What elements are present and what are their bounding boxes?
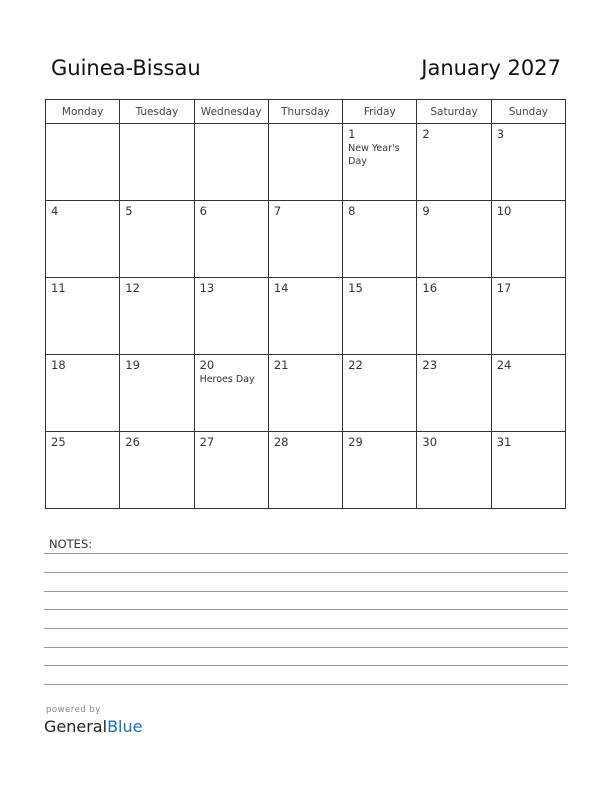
day-number: 13 bbox=[199, 281, 215, 295]
note-line bbox=[44, 665, 568, 666]
day-number: 16 bbox=[422, 281, 438, 295]
day-cell bbox=[417, 432, 491, 509]
day-cell bbox=[194, 432, 268, 509]
day-number: 21 bbox=[273, 358, 289, 372]
day-cell bbox=[194, 355, 268, 432]
note-line bbox=[44, 572, 568, 573]
day-number: 8 bbox=[348, 204, 356, 218]
day-number: 28 bbox=[273, 435, 289, 449]
country-title: Guinea-Bissau bbox=[51, 56, 201, 80]
day-number: 2 bbox=[422, 127, 430, 141]
day-cell bbox=[46, 432, 120, 509]
day-number: 24 bbox=[496, 358, 512, 372]
day-number: 23 bbox=[422, 358, 438, 372]
day-number: 1 bbox=[348, 127, 356, 141]
note-line bbox=[44, 684, 568, 685]
day-number: 30 bbox=[422, 435, 438, 449]
powered-by-text: powered by bbox=[46, 705, 101, 715]
day-number: 27 bbox=[199, 435, 215, 449]
day-cell bbox=[417, 124, 491, 201]
day-cell bbox=[46, 355, 120, 432]
day-number: 11 bbox=[51, 281, 66, 295]
week-row bbox=[46, 201, 566, 278]
day-number: 29 bbox=[348, 435, 363, 449]
weekday-wednesday: Wednesday bbox=[194, 100, 268, 124]
day-number: 4 bbox=[51, 204, 59, 218]
day-cell bbox=[120, 201, 194, 278]
day-cell bbox=[491, 355, 565, 432]
weekday-header-row bbox=[46, 100, 566, 124]
day-cell bbox=[268, 201, 342, 278]
day-number: 6 bbox=[199, 204, 207, 218]
week-row bbox=[46, 355, 566, 432]
day-cell bbox=[268, 124, 342, 201]
day-number: 5 bbox=[125, 204, 133, 218]
week-row bbox=[46, 278, 566, 355]
day-cell bbox=[194, 124, 268, 201]
day-cell bbox=[491, 124, 565, 201]
weekday-friday: Friday bbox=[343, 100, 417, 124]
weekday-tuesday: Tuesday bbox=[120, 100, 194, 124]
day-cell bbox=[491, 278, 565, 355]
weekday-saturday: Saturday bbox=[417, 100, 491, 124]
day-cell bbox=[194, 201, 268, 278]
day-cell bbox=[417, 278, 491, 355]
day-cell bbox=[268, 432, 342, 509]
note-line bbox=[44, 628, 568, 629]
day-number: 15 bbox=[348, 281, 363, 295]
brand-blue: Blue bbox=[107, 717, 143, 736]
note-line bbox=[44, 647, 568, 648]
note-line bbox=[44, 609, 568, 610]
weekday-sunday: Sunday bbox=[491, 100, 565, 124]
day-number: 26 bbox=[125, 435, 140, 449]
day-cell bbox=[120, 124, 194, 201]
day-number: 14 bbox=[273, 281, 289, 295]
month-year-title: January 2027 bbox=[421, 56, 561, 80]
note-line bbox=[44, 553, 568, 554]
day-cell bbox=[417, 201, 491, 278]
week-row bbox=[46, 124, 566, 201]
holiday-label: New Year's Day bbox=[348, 143, 400, 167]
day-cell bbox=[343, 124, 417, 201]
day-number: 31 bbox=[496, 435, 512, 449]
day-cell bbox=[120, 432, 194, 509]
day-cell bbox=[343, 432, 417, 509]
day-cell bbox=[491, 432, 565, 509]
day-number: 25 bbox=[51, 435, 66, 449]
day-cell bbox=[46, 201, 120, 278]
day-cell bbox=[343, 278, 417, 355]
weekday-monday: Monday bbox=[46, 100, 120, 124]
day-number: 12 bbox=[125, 281, 140, 295]
day-cell bbox=[120, 278, 194, 355]
brand-logo bbox=[44, 717, 142, 736]
day-cell bbox=[491, 201, 565, 278]
day-number: 10 bbox=[496, 204, 512, 218]
day-number: 9 bbox=[422, 204, 430, 218]
week-row bbox=[46, 432, 566, 509]
day-cell bbox=[46, 278, 120, 355]
day-cell bbox=[194, 278, 268, 355]
day-cell bbox=[46, 124, 120, 201]
notes-label: NOTES: bbox=[49, 537, 93, 551]
day-number: 7 bbox=[273, 204, 282, 218]
brand-general: General bbox=[44, 717, 108, 736]
day-number: 3 bbox=[496, 127, 505, 141]
day-cell bbox=[417, 355, 491, 432]
day-number: 17 bbox=[496, 281, 512, 295]
weekday-thursday: Thursday bbox=[268, 100, 342, 124]
day-cell bbox=[120, 355, 194, 432]
day-cell bbox=[268, 278, 342, 355]
day-cell bbox=[343, 355, 417, 432]
day-cell bbox=[343, 201, 417, 278]
day-number: 18 bbox=[51, 358, 66, 372]
calendar-grid bbox=[45, 99, 566, 509]
day-number: 20 bbox=[199, 358, 215, 372]
note-line bbox=[44, 591, 568, 592]
day-number: 22 bbox=[348, 358, 363, 372]
holiday-label: Heroes Day bbox=[199, 374, 255, 385]
day-number: 19 bbox=[125, 358, 140, 372]
day-cell bbox=[268, 355, 342, 432]
